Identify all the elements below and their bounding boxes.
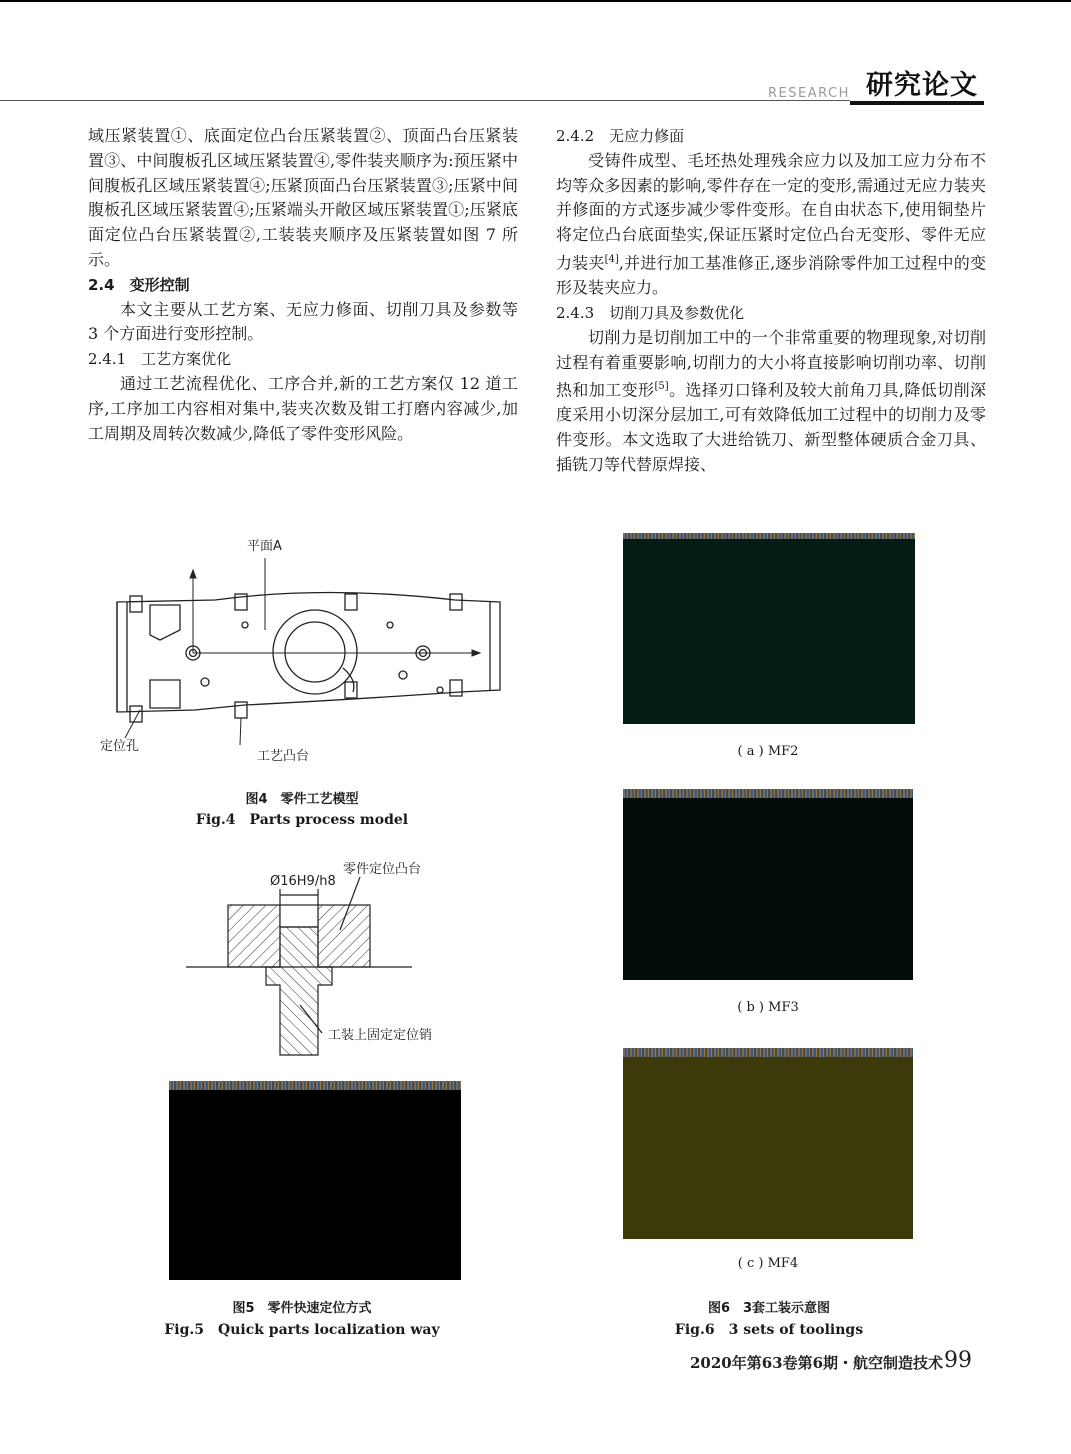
photo-body	[623, 798, 913, 980]
axis-x-arrowhead	[472, 650, 480, 656]
hole	[242, 622, 248, 628]
heading-2-4-1: 2.4.1 工艺方案优化	[88, 350, 232, 369]
paragraph: 本文主要从工艺方案、无应力修面、切削刀具及参数等 3 个方面进行变形控制。	[88, 299, 518, 344]
fig5-caption-en: Fig.5 Quick parts localization way	[164, 1322, 440, 1338]
hole	[387, 622, 393, 628]
fig6c-photo	[623, 1048, 913, 1239]
header-rule	[0, 100, 850, 101]
process-boss	[345, 682, 357, 698]
fig6-caption-cn: 图6 3套工装示意图	[707, 1301, 831, 1316]
process-boss	[130, 596, 142, 612]
fig6b-photo	[623, 789, 913, 980]
right-column	[556, 124, 986, 478]
fig6a-subcaption: ( a ) MF2	[737, 744, 799, 759]
web-pocket	[150, 680, 180, 708]
photo-noise-band	[169, 1081, 461, 1090]
label-plane-a: 平面A	[247, 539, 282, 554]
label-dimension: Ø16H9/h8	[270, 874, 336, 889]
heading-2-4: 2.4 变形控制	[88, 275, 190, 294]
label-part-boss: 零件定位凸台	[343, 862, 422, 877]
fig5-drawing	[180, 855, 450, 1065]
boss-section-left	[228, 905, 280, 967]
page-number: 99	[944, 1348, 972, 1373]
paragraph-text: 切削力是切削加工中的一个非常重要的物理现象,对切削过程有着重要影响,切削力的大小将直接影响切削功率、切削热和加工变形	[556, 327, 986, 400]
paragraph	[556, 326, 986, 478]
fig4-caption-cn: 图4 零件工艺模型	[245, 792, 359, 807]
label-process-boss: 工艺凸台	[257, 749, 310, 764]
paragraph-text: ,并进行加工基准修正,逐步消除零件加工过程中的变形及装夹应力。	[556, 253, 986, 298]
footer-journal: 2020年第63卷第6期・航空制造技术	[690, 1354, 944, 1372]
leader-hole	[125, 710, 140, 738]
photo-noise-band	[623, 1048, 913, 1057]
photo-body	[169, 1090, 461, 1280]
heading-2-4-3: 2.4.3 切削刀具及参数优化	[556, 303, 745, 322]
label-fixed-pin: 工装上固定定位销	[328, 1028, 433, 1043]
header-section-title: 研究论文	[866, 70, 978, 101]
hole	[399, 671, 407, 679]
fig5-caption-cn: 图5 零件快速定位方式	[232, 1301, 372, 1316]
fig4-drawing	[95, 530, 515, 770]
fig6a-photo	[623, 533, 915, 724]
fig6b-subcaption: ( b ) MF3	[737, 1000, 799, 1015]
bore-inner	[285, 622, 345, 682]
citation-5: [5]	[654, 381, 669, 393]
fig6-caption-en: Fig.6 3 sets of toolings	[674, 1322, 864, 1338]
process-boss	[345, 594, 357, 610]
fig4-caption-en: Fig.4 Parts process model	[195, 812, 409, 828]
heading-2-4-2: 2.4.2 无应力修面	[556, 127, 685, 145]
leader-boss	[240, 718, 241, 745]
process-boss	[450, 680, 462, 696]
paragraph	[556, 149, 986, 301]
process-boss	[450, 594, 462, 610]
label-locating-hole: 定位孔	[100, 739, 140, 754]
axis-y-arrowhead	[190, 570, 196, 578]
part-end-face	[117, 602, 127, 712]
web-pocket	[150, 605, 180, 640]
left-column	[88, 124, 518, 446]
photo-body	[623, 539, 915, 724]
paragraph-text: 。选择刃口锋利及较大前角刀具,降低切削深度采用小切深分层加工,可有效降低加工过程中的切削力及零件变形。本文选取了大进给铣刀、新型整体硬质合金刀具、插铣刀等代替原焊接、	[556, 380, 986, 475]
top-rule	[0, 0, 1071, 2]
hole	[201, 678, 209, 686]
paragraph: 域压紧装置①、底面定位凸台压紧装置②、顶面凸台压紧装置③、中间腹板孔区域压紧装置④,零件装夹顺序为:预压紧中间腹板孔区域压紧装置④;压紧顶面凸台压紧装置③;压紧中间腹板孔区域压紧装置④;压紧端头开敞区域压紧装置①;压紧底面定位凸台压紧装置②,工装装夹顺序及压紧装置如图 7 所示。	[88, 126, 518, 269]
citation-4: [4]	[604, 253, 619, 265]
photo-body	[623, 1057, 913, 1239]
fig5-photo	[169, 1081, 461, 1280]
process-boss	[130, 706, 142, 722]
paragraph: 通过工艺流程优化、工序合并,新的工艺方案仅 12 道工序,工序加工内容相对集中,装夹次数及钳工打磨内容减少,加工周期及周转次数减少,降低了零件变形风险。	[88, 373, 518, 443]
fig6c-subcaption: ( c ) MF4	[737, 1256, 799, 1271]
hole	[437, 687, 443, 693]
boss-section-right	[318, 905, 370, 967]
header-research: RESEARCH	[768, 86, 850, 101]
photo-noise-band	[623, 789, 913, 798]
boss-bore	[280, 905, 318, 927]
paragraph-text: 受铸件成型、毛坯热处理残余应力以及加工应力分布不均等众多因素的影响,零件存在一定的变形,需通过无应力装夹并修面的方式逐步减少零件变形。在自由状态下,使用铜垫片将定位凸台底面垫实,保证压紧时定位凸台无变形、零件无应力装夹	[556, 150, 986, 273]
